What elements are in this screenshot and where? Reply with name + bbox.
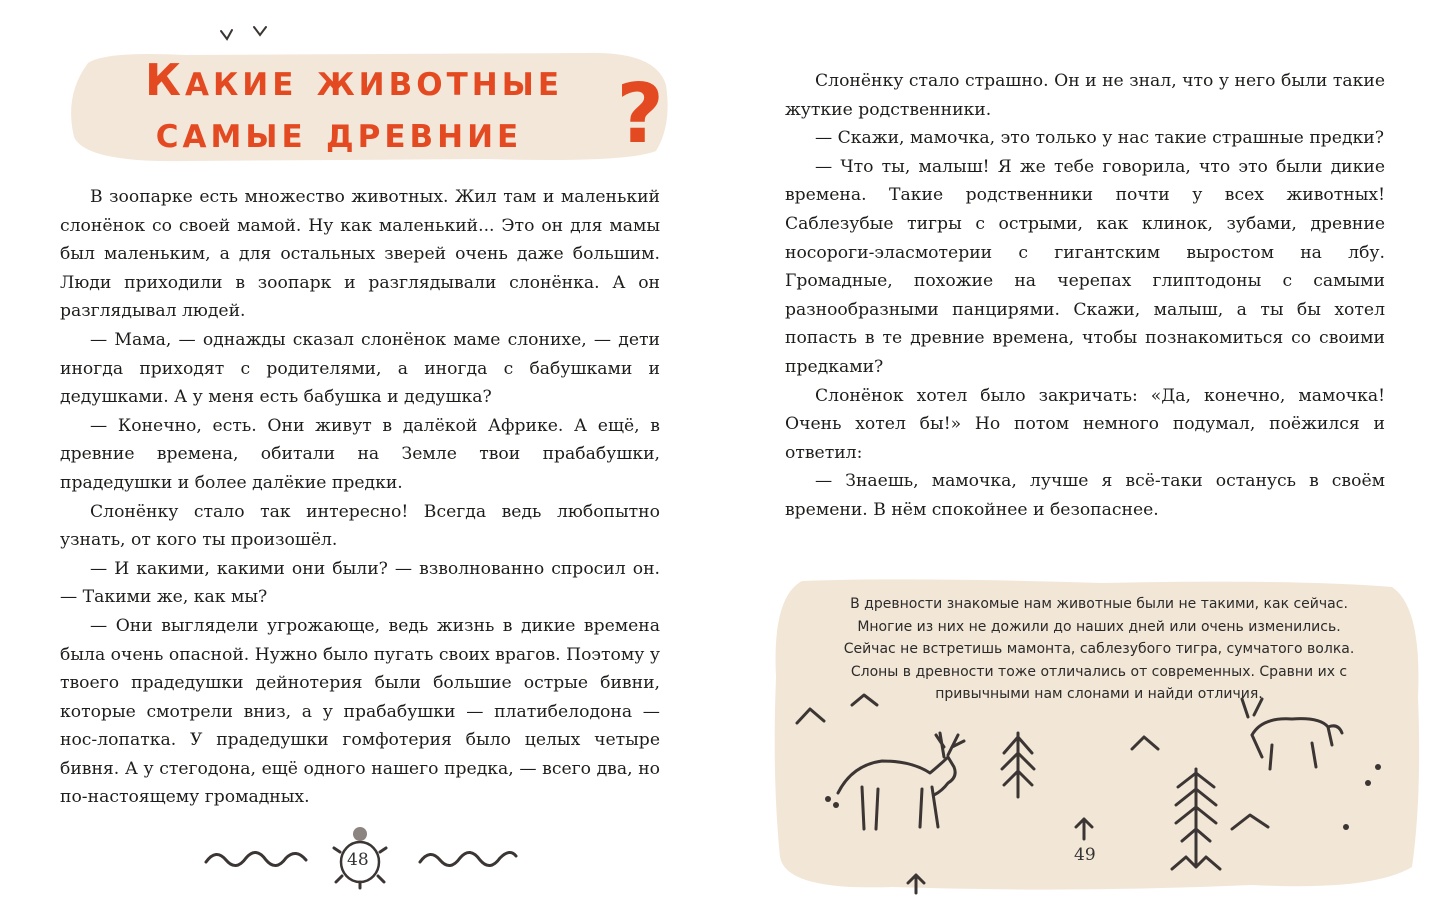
- left-page: [0, 0, 722, 917]
- paragraph: — Скажи, мамочка, это только у нас такие страшные предки?: [815, 128, 1384, 149]
- paragraph: В зоопарке есть множество животных. Жил там и маленький слонёнок со своей мамой. Ну как маленький... Это он для мамы был маленьким, а для остальных зверей очень даже большим. Люди приходили в зоопарк и разглядывали слонёнка. А он разглядывал людей.: [60, 187, 660, 322]
- title-question-mark: ?: [616, 67, 664, 162]
- paragraph: — Они выглядели угрожающе, ведь жизнь в дикие времена была очень опасной. Нужно было пугать своих врагов. Поэтому у твоего прадедушки дейнотерия были большие острые бивни, которые смотрели вниз, а у прабабушки — платибелодона — нос-лопатка. У прадедушки гомфотерия было целых четыре бивня. А у стегодона, ещё одного нашего предка, — всего два, но по-настоящему громадных.: [60, 615, 660, 808]
- title-line-2: самые древние: [155, 107, 523, 158]
- left-body-text: [60, 183, 660, 812]
- bird-doodles: [216, 23, 276, 47]
- page-number: 48: [347, 850, 369, 870]
- paragraph: Слонёнку стало страшно. Он и не знал, что у него были такие жуткие родственники.: [785, 71, 1385, 120]
- page-number: 49: [1074, 845, 1096, 865]
- info-box: [772, 577, 1422, 897]
- paragraph: — Конечно, есть. Они живут в далёкой Африке. А ещё, в древние времена, обитали на Земле твои прабабушки, прадедушки и более далёкие предки.: [60, 415, 660, 493]
- right-page: [722, 0, 1445, 917]
- page-footer-left: [200, 822, 520, 896]
- paragraph: Слонёнок хотел было закричать: «Да, конечно, мамочка! Очень хотел бы!» Но потом немного подумал, поёжился и ответил:: [785, 385, 1385, 463]
- title-banner: [66, 45, 672, 165]
- paragraph: — Что ты, малыш! Я же тебе говорила, что это были дикие времена. Такие родственники почти у всех животных! Саблезубые тигры с острыми, как клинок, зубами, древние носороги-эласмотерии с гигантским выростом на лбу. Громадные, похожие на черепах глиптодоны с самыми разнообразными панцирями. Скажи, малыш, а ты бы хотел попасть в те древние времена, чтобы познакомиться со своими предками?: [785, 156, 1385, 377]
- info-box-text: В древности знакомые нам животные были не такими, как сейчас. Многие из них не дожили до наших дней или очень изменились. Сейчас не встретишь мамонта, саблезубого тигра, сумчатого волка. Слоны в древности тоже отличались от современных. Сравни их с привычными нам слонами и найди отличия.: [843, 596, 1355, 702]
- paragraph: — Мама, — однажды сказал слонёнок маме слонихе, — дети иногда приходят с родителями, а иногда с бабушками и дедушками. А у меня есть бабушка и дедушка?: [60, 329, 660, 408]
- paragraph: Слонёнку стало так интересно! Всегда ведь любопытно узнать, от кого ты произошёл.: [60, 501, 660, 551]
- paragraph: — Знаешь, мамочка, лучше я всё-таки останусь в своём времени. В нём спокойнее и безопаснее.: [785, 471, 1385, 520]
- title-line-1: Какие животные: [145, 55, 563, 106]
- right-body-text: [785, 67, 1385, 525]
- paragraph: — И какими, какими они были? — взволнованно спросил он. — Такими же, как мы?: [60, 558, 660, 608]
- cave-painting-illustration: [772, 577, 1422, 897]
